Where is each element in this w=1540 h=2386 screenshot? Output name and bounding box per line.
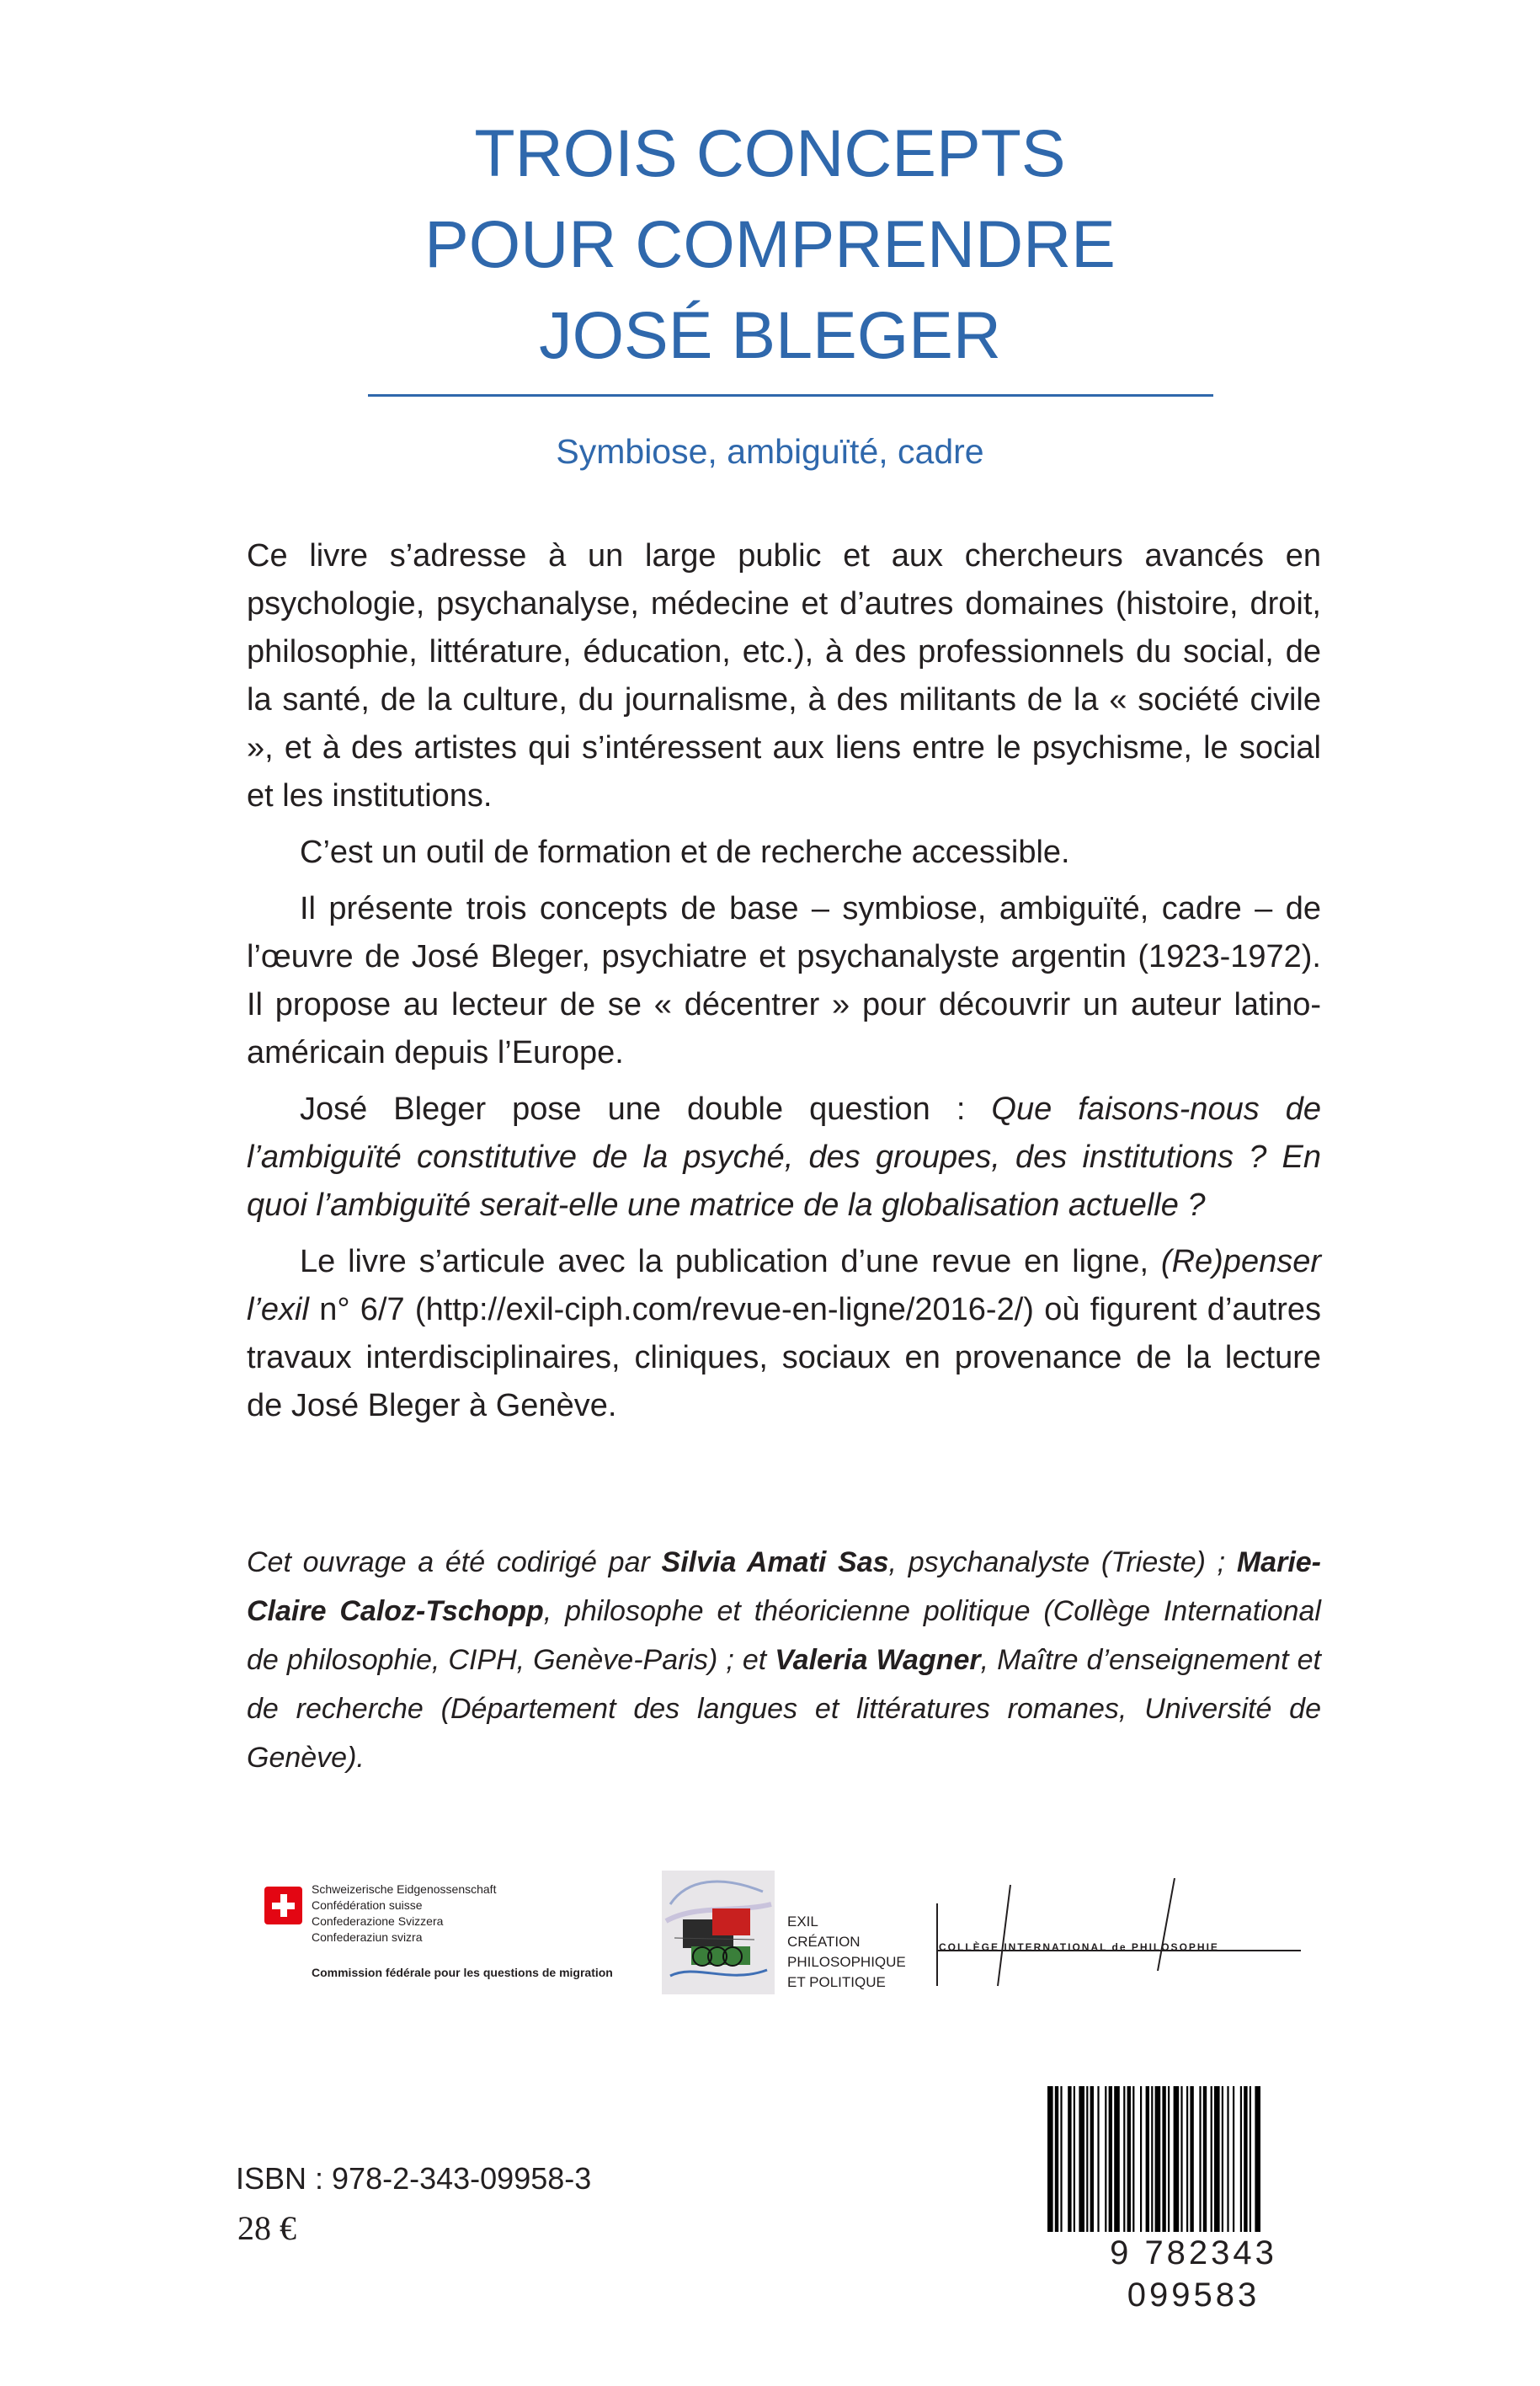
title-line-2: POUR COMPRENDRE xyxy=(424,206,1116,281)
swiss-commission: Commission fédérale pour les questions de migration xyxy=(312,1966,613,1979)
blurb xyxy=(247,532,1321,1439)
exil-line-2: CRÉATION xyxy=(787,1934,861,1950)
exil-artwork-image xyxy=(662,1871,775,1994)
blurb-paragraph-3: Il présente trois concepts de base – symbiose, ambiguïté, cadre – de l’œuvre de José Bleger, psychiatre et psychanalyste argentin (1923-1972). Il propose au lecteur de se « décentrer » pour découvrir un auteur latino-américain depuis l’Europe. xyxy=(247,891,1321,1070)
barcode-number: 9 782343 099583 xyxy=(1044,2232,1343,2316)
book-subtitle: Symbiose, ambiguïté, cadre xyxy=(556,432,984,471)
book-title xyxy=(0,108,1540,381)
exil-line-1: EXIL xyxy=(787,1914,818,1930)
p5-journal-title: (Re)penser l’exil xyxy=(247,1244,1321,1327)
price: 28 € xyxy=(237,2209,296,2247)
editor-3-role: , Maître d’enseignement et de recherche (Département des langues et littératures romanes, Université de Genève). xyxy=(247,1644,1321,1774)
college-logo-text: COLLÈGE INTERNATIONAL de PHILOSOPHIE xyxy=(939,1941,1219,1953)
title-divider xyxy=(368,394,1213,397)
swiss-line-4: Confederaziun svizra xyxy=(312,1930,423,1944)
college-logo-lines xyxy=(930,1878,1301,1988)
p4-question: Que faisons-nous de l’ambiguïté constitutive de la psyché, des groupes, des institutions ? En quoi l’ambiguïté serait-elle une matrice de la globalisation actuelle ? xyxy=(247,1092,1321,1223)
editor-2: Marie-Claire Caloz-Tschopp xyxy=(247,1546,1321,1627)
p4-lead: José Bleger pose une double question : xyxy=(300,1092,992,1127)
swiss-line-2: Confédération suisse xyxy=(312,1898,423,1912)
blurb-paragraph-5 xyxy=(247,1238,1321,1430)
swiss-line-1: Schweizerische Eidgenossenschaft xyxy=(312,1882,497,1896)
blurb-paragraph-1: Ce livre s’adresse à un large public et aux chercheurs avancés en psychologie, psychanalyse, médecine et d’autres domaines (histoire, droit, philosophie, littérature, éducation, etc.), à des professionnels du social, de la santé, de la culture, du journalisme, à des militants de la « société civile », et à des artistes qui s’intéressent aux liens entre le psychisme, le social et les institutions. xyxy=(247,538,1321,814)
title-line-1: TROIS CONCEPTS xyxy=(474,115,1066,190)
exil-logo-text xyxy=(787,1912,906,1993)
exil-line-4: ET POLITIQUE xyxy=(787,1974,886,1990)
editor-2-role: , philosophe et théoricienne politique (Collège International de philosophie, CIPH, Genève-Paris) ; et xyxy=(247,1595,1321,1676)
exil-artwork-graphic xyxy=(662,1871,775,1994)
credit-intro: Cet ouvrage a été codirigé par xyxy=(247,1546,662,1578)
blurb-paragraph-2: C’est un outil de formation et de recherche accessible. xyxy=(300,835,1070,870)
editor-1: Silvia Amati Sas xyxy=(661,1546,889,1578)
isbn: ISBN : 978-2-343-09958-3 xyxy=(236,2161,592,2196)
exil-line-3: PHILOSOPHIQUE xyxy=(787,1954,906,1970)
editor-3: Valeria Wagner xyxy=(775,1644,981,1676)
blurb-paragraph-4 xyxy=(247,1086,1321,1230)
swiss-flag-icon xyxy=(264,1887,302,1924)
swiss-confederation-logo xyxy=(312,1882,496,1946)
editors-credit xyxy=(247,1538,1321,1782)
swiss-line-3: Confederazione Svizzera xyxy=(312,1914,444,1928)
editor-1-role: , psychanalyste (Trieste) ; xyxy=(888,1546,1237,1578)
p5-lead: Le livre s’articule avec la publication d’une revue en ligne, xyxy=(300,1244,1161,1279)
title-line-3: JOSÉ BLEGER xyxy=(539,297,1001,372)
p5-rest: n° 6/7 (http://exil-ciph.com/revue-en-ligne/2016-2/) où figurent d’autres travaux interdisciplinaires, cliniques, sociaux en provenance de la lecture de José Bleger à Genève. xyxy=(247,1292,1321,1423)
